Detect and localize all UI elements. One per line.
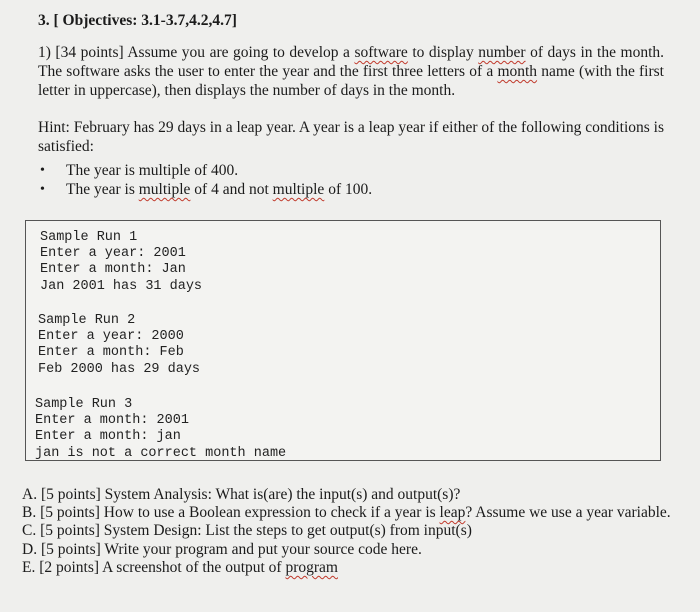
q1-word-number: number [478,44,526,61]
question-c: C. [5 points] System Design: List the steps to get output(s) from input(s) [22,522,472,540]
question-e-word-program: program [285,558,338,576]
run3-line-3: Enter a month: jan [35,429,181,445]
run1-line-1: Sample Run 1 [40,230,138,245]
run2-line-2: Enter a year: 2000 [38,329,184,345]
run1-line-3: Enter a month: Jan [40,262,186,278]
question-b [22,504,682,522]
question-e-before: E. [2 points] A screenshot of the output of [22,558,286,576]
question-b-before: B. [5 points] How to use a Boolean expression to check if a year is [22,504,440,522]
bullet-2-word-multiple: multiple [138,181,191,198]
question-d: D. [5 points] Write your program and put your source code here. [22,540,422,558]
run2-line-3: Enter a month: Feb [38,345,184,361]
question-1-text [38,43,664,100]
sample-run-3 [35,397,286,462]
hint-bullet-list [38,161,658,199]
q1-mid2: of days in the month. The software asks the user to enter the year and the first three letters of a [38,44,664,80]
bullet-1-text: The year is multiple of 400. [66,162,239,179]
q1-suffix: name (with the first letter in uppercase), then displays the number of days in the month. [38,63,664,99]
bullet-2-word-multiple-2: multiple [272,181,325,198]
q1-prefix: 1) [34 points] Assume you are going to develop a [38,44,355,61]
sample-run-1 [40,230,202,295]
bullet-2-before: The year is [66,181,139,198]
bullet-icon: • [40,182,45,197]
q1-word-software: software [354,44,408,61]
run3-line-1: Sample Run 3 [35,397,133,412]
bullet-2-after: of 4 and not [190,181,273,198]
run2-line-1: Sample Run 2 [38,313,136,328]
q1-mid1: to display [407,44,479,61]
run3-line-2: Enter a month: 2001 [35,413,189,429]
run3-line-4: jan is not a correct month name [35,445,287,461]
hint-text: Hint: February has 29 days in a leap year. A year is a leap year if either of the following conditions is satisfied: [38,119,664,155]
bullet-2-after2: of 100. [324,181,373,198]
sample-run-2 [38,313,200,378]
question-b-word-leap: leap [439,504,466,522]
run2-line-4: Feb 2000 has 29 days [38,361,201,377]
q1-word-month: month [497,63,538,80]
hint-bullet-2 [38,180,658,199]
run1-line-2: Enter a year: 2001 [40,246,186,262]
sample-runs-box [25,220,661,461]
sub-questions [22,486,682,577]
bullet-icon: • [40,163,45,178]
run1-line-4: Jan 2001 has 31 days [40,278,203,294]
question-a: A. [5 points] System Analysis: What is(are) the input(s) and output(s)? [22,486,461,503]
question-b-after: ? Assume we use a year variable. [465,504,671,522]
question-heading: 3. [ Objectives: 3.1-3.7,4.2,4.7] [38,12,237,29]
hint-bullet-1 [38,161,658,180]
question-e [22,559,682,577]
